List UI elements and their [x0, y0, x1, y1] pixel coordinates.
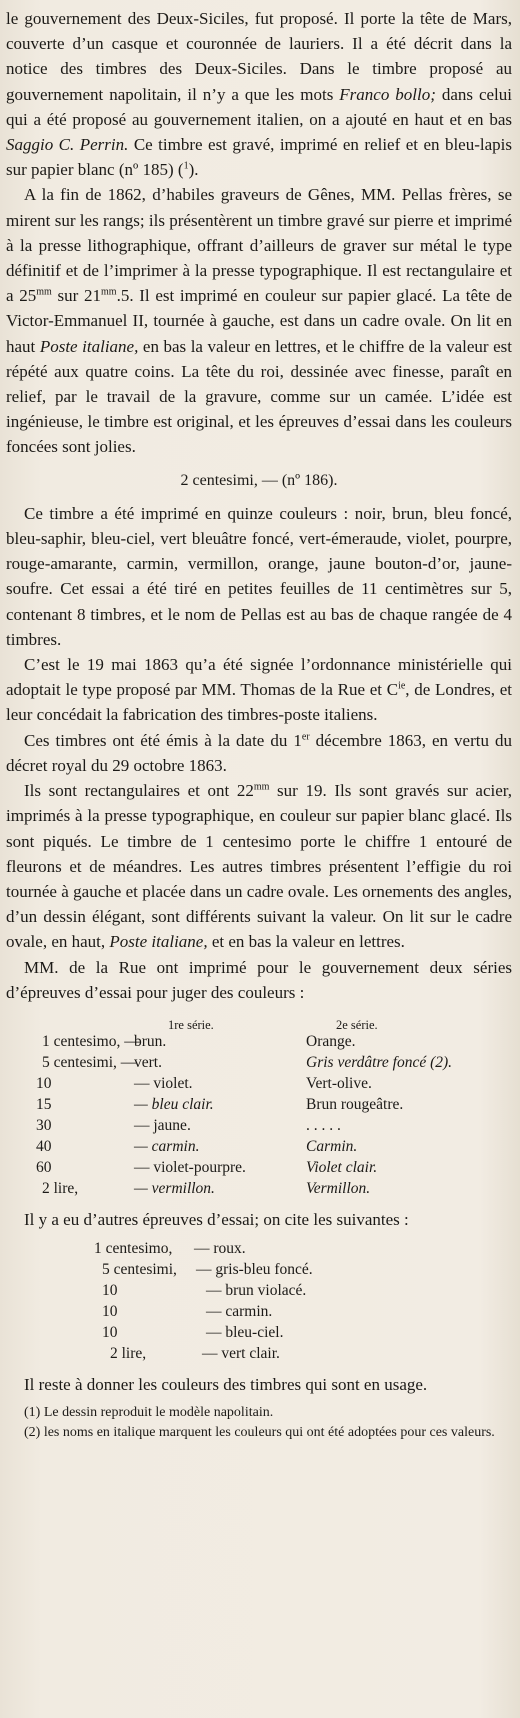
- stamp-value: 10: [102, 1282, 118, 1300]
- other-proof-row: [6, 1238, 512, 1259]
- text-segment: Franco bollo;: [339, 84, 436, 104]
- footnotes: [6, 1403, 512, 1443]
- text-segment: Poste italiane,: [39, 336, 139, 356]
- stamp-value: 5 centesimi,: [102, 1261, 177, 1279]
- top-paragraph-1: [6, 6, 512, 182]
- text-segment: MM. de la Rue ont imprimé pour le gouvernement deux séries d’épreuves d’essai pour juger des couleurs :: [6, 957, 512, 1002]
- proof-color: — vert clair.: [202, 1345, 280, 1363]
- stamp-value: 2 lire,: [110, 1345, 147, 1363]
- text-segment: A la fin de 1862, d’habiles graveurs de Gênes, MM. Pellas frères, se mirent sur les rangs; ils présentèrent un timbre gravé sur pierre et imprimé à la presse lithographique, offrant d’ailleurs de graver sur métal le type définitif et de l’imprimer à la presse typographique. Il est rectangulaire et a 25: [6, 185, 512, 306]
- stamp-value: 10: [102, 1324, 118, 1342]
- series-2-color: Gris verdâtre foncé (2).: [306, 1053, 453, 1071]
- series-row: [6, 1115, 512, 1136]
- series-2-heading: 2e série.: [336, 1017, 378, 1032]
- other-proofs-list: [6, 1238, 512, 1364]
- text-segment: décembre 1863, en vertu du décret royal du 29 octobre 1863.: [6, 730, 513, 775]
- other-proof-row: [6, 1280, 512, 1301]
- series-1-color: vert.: [134, 1053, 162, 1071]
- series-2-color: Vert-olive.: [306, 1074, 372, 1092]
- proof-color: — carmin.: [206, 1303, 273, 1321]
- footnote-2: (2) les noms en italique marquent les couleurs qui ont été adoptées pour ces valeurs.: [24, 1425, 495, 1441]
- series-header: [6, 1011, 512, 1031]
- stamp-value: 1 centesimo,: [94, 1240, 173, 1258]
- mid-paragraph-1: [6, 501, 512, 652]
- text-segment: et en bas la valeur en lettres.: [207, 932, 405, 952]
- series-2-color: Carmin.: [306, 1137, 358, 1155]
- text-segment: C’est le 19 mai 1863 qu’a été signée l’ordonnance ministérielle qui adoptait le type proposé par MM. Thomas de la Rue et C: [6, 655, 512, 700]
- stamp-value: 15: [36, 1095, 52, 1113]
- text-segment: er: [301, 731, 310, 743]
- text-segment: le gouvernement des Deux-Siciles, fut proposé. Il porte la tête de Mars, couverte d’un casque et couronnée de lauriers. Il a été décrit dans la notice des timbres des Deux-Siciles. Dans le timbre proposé au gouvernement napolitain, il n’y a que les mots: [6, 9, 512, 104]
- mid-paragraph-2: [6, 652, 512, 728]
- text-segment: Saggio C. Perrin.: [6, 135, 129, 155]
- text-segment: Poste italiane,: [109, 932, 208, 952]
- series-1-color: — carmin.: [134, 1137, 200, 1155]
- proof-color: — brun violacé.: [206, 1282, 307, 1300]
- text-segment: mm: [36, 286, 52, 298]
- series-row: [6, 1052, 512, 1073]
- series-1-color: — jaune.: [134, 1116, 191, 1134]
- stamp-caption: 2 centesimi, — (nº 186).: [180, 471, 338, 489]
- series-2-color: Orange.: [306, 1032, 356, 1050]
- series-row: [6, 1157, 512, 1178]
- series-1-color: — vermillon.: [134, 1179, 215, 1197]
- text-segment: en bas la valeur en lettres, et le chiffre de la valeur est répété aux quatre coins. La tête du roi, dessinée avec finesse, paraît en relief, par le travail de la gravure, comme sur un camée. L’idée est ingénieuse, le timbre est original, et les épreuves d’essai dans les couleurs foncées sont jolies.: [6, 336, 512, 457]
- mid-paragraphs: [6, 501, 512, 1005]
- text-segment: 1: [183, 160, 189, 172]
- stamp-value: 30: [36, 1116, 52, 1134]
- top-paragraphs: [6, 6, 512, 460]
- text-segment: sur 21: [51, 286, 101, 306]
- stamp-value: 1 centesimo, —: [42, 1032, 140, 1050]
- text-segment: Ce timbre a été imprimé en quinze couleurs : noir, brun, bleu foncé, bleu-saphir, bleu-ciel, vert bleuâtre foncé, vert-émeraude, violet, pourpre, rouge-amarante, carmin, vermillon, orange, jaune bouton-d’or, jaune-soufre. Cet essai a été tiré en petites feuilles de 11 centimètres sur 5, contenant 8 timbres, et le nom de Pellas est au bas de chaque rangée de 4 timbres.: [6, 503, 512, 649]
- series-row: [6, 1178, 512, 1199]
- series-row: [6, 1094, 512, 1115]
- series-table: [6, 1031, 512, 1199]
- proof-color: — roux.: [194, 1240, 246, 1258]
- stamp-value: 40: [36, 1137, 52, 1155]
- text-segment: ).: [188, 160, 199, 180]
- mid-paragraph-4: [6, 778, 512, 954]
- series-row: [6, 1031, 512, 1052]
- stamp-value: 10: [102, 1303, 118, 1321]
- mid-paragraph-5: [6, 955, 512, 1005]
- text-segment: Ces timbres ont été émis à la date du 1: [24, 730, 302, 750]
- proof-color: — gris-bleu foncé.: [196, 1261, 313, 1279]
- proof-color: — bleu-ciel.: [206, 1324, 284, 1342]
- series-1-color: brun.: [134, 1032, 167, 1050]
- text-segment: Ils sont rectangulaires et ont 22: [24, 781, 254, 801]
- text-segment: ie: [398, 680, 406, 692]
- other-proof-row: [6, 1322, 512, 1343]
- series-1-color: — violet-pourpre.: [134, 1158, 246, 1176]
- series-1-color: — bleu clair.: [134, 1095, 214, 1113]
- series-2-color: Vermillon.: [306, 1179, 371, 1197]
- other-proofs-intro: Il y a eu d’autres épreuves d’essai; on cite les suivantes :: [24, 1209, 409, 1229]
- top-paragraph-2: [6, 182, 512, 459]
- text-segment: dans celui qui a été proposé au gouvernement italien, on a ajouté en haut et en bas: [6, 84, 513, 129]
- body-text: [6, 6, 512, 1443]
- text-segment: .5. Il est imprimé en couleur sur papier glacé. La tête de Victor-Emmanuel II, tournée à gauche, est dans un cadre ovale. On lit en haut: [6, 286, 513, 356]
- stamp-value: 60: [36, 1158, 52, 1176]
- stamp-value: 10: [36, 1074, 52, 1092]
- closing-paragraph: Il reste à donner les couleurs des timbres qui sont en usage.: [24, 1375, 428, 1395]
- mid-paragraph-3: [6, 728, 512, 778]
- text-segment: , de Londres, et leur concédait la fabrication des timbres-poste italiens.: [6, 680, 512, 725]
- stamp-value: 5 centesimi, —: [42, 1053, 137, 1071]
- other-proof-row: [6, 1301, 512, 1322]
- footnote-1: (1) Le dessin reproduit le modèle napolitain.: [24, 1405, 274, 1421]
- text-segment: mm: [101, 286, 117, 298]
- other-proof-row: [6, 1343, 512, 1364]
- text-segment: Ce timbre est gravé, imprimé en relief et en bleu-lapis sur papier blanc (nº 185) (: [6, 135, 512, 180]
- series-row: [6, 1136, 512, 1157]
- stamp-value: 2 lire,: [42, 1179, 79, 1197]
- other-proof-row: [6, 1259, 512, 1280]
- series-row: [6, 1073, 512, 1094]
- series-1-heading: 1re série.: [168, 1017, 214, 1032]
- series-1-color: — violet.: [134, 1074, 193, 1092]
- text-segment: mm: [253, 781, 270, 793]
- series-2-color: Brun rougeâtre.: [306, 1095, 404, 1113]
- series-2-color: Violet clair.: [306, 1158, 378, 1176]
- text-segment: sur 19. Ils sont gravés sur acier, imprimés à la presse typographique, en couleur sur papier blanc glacé. Ils sont piqués. Le timbre de 1 centesimo porte le chiffre 1 entouré de fleurons et de méandres. Les autres timbres présentent l’effigie du roi tournée à gauche et placée dans un cadre ovale. Les ornements des angles, d’un dessin élégant, sont différents suivant la valeur. On lit sur le cadre ovale, en haut,: [6, 781, 512, 952]
- series-2-color: . . . . .: [306, 1116, 341, 1134]
